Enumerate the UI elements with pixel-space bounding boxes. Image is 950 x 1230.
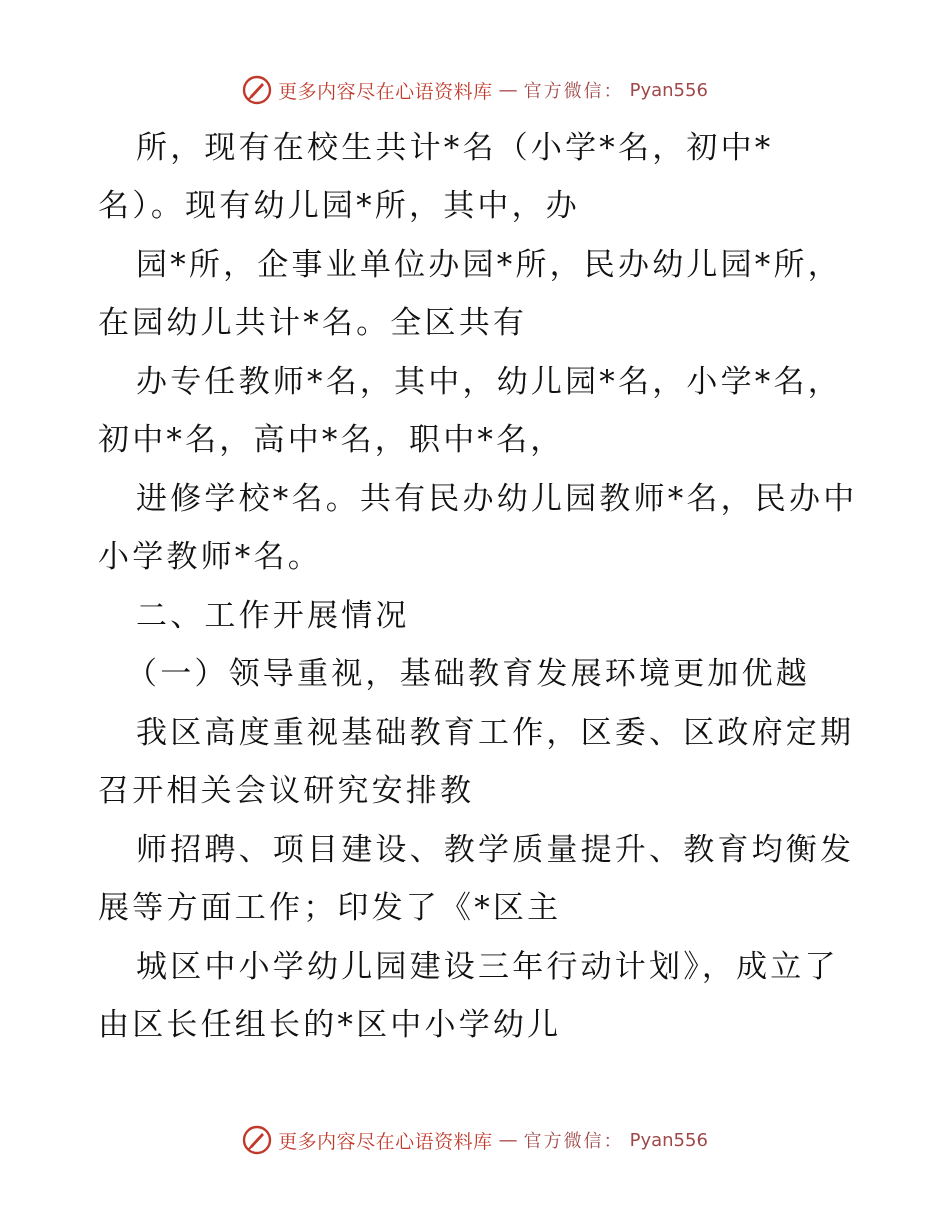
subsection-heading: （一）领导重视，基础教育发展环境更加优越 [126, 656, 810, 692]
body-line: 我区高度重视基础教育工作，区委、区政府定期 [136, 715, 855, 751]
watermark-sub-text: 官方微信： [523, 1131, 624, 1152]
watermark-account: Pyan556 [629, 79, 708, 101]
body-line: 小学教师*名。 [98, 539, 322, 575]
body-line: 在园幼儿共计*名。全区共有 [98, 305, 528, 341]
body-line: 名）。现有幼儿园*所，其中，办 [98, 188, 580, 224]
header-watermark [0, 70, 950, 110]
body-line: 进修学校*名。共有民办幼儿园教师*名，民办中 [136, 481, 858, 517]
body-line: 初中*名，高中*名，职中*名， [98, 422, 565, 458]
watermark-sub-text: 官方微信： [523, 81, 624, 102]
watermark-account: Pyan556 [629, 1129, 708, 1151]
footer-watermark [0, 1120, 950, 1160]
body-line: 由区长任组长的*区中小学幼儿 [98, 1007, 562, 1043]
watermark-main-text: 更多内容尽在心语资料库 [278, 80, 493, 103]
body-line: 师招聘、项目建设、教学质量提升、教育均衡发 [136, 832, 855, 868]
body-line: 展等方面工作；印发了《*区主 [98, 890, 562, 926]
body-line: 所，现有在校生共计*名（小学*名，初中* [136, 130, 774, 166]
watermark-main-text: 更多内容尽在心语资料库 [278, 1130, 493, 1153]
quill-seal-icon [242, 75, 272, 105]
body-line: 召开相关会议研究安排教 [98, 773, 475, 809]
section-heading: 二、工作开展情况 [136, 598, 410, 634]
body-line: 园*所，企事业单位办园*所，民办幼儿园*所， [136, 247, 842, 283]
body-line: 办专任教师*名，其中，幼儿园*名，小学*名， [136, 364, 842, 400]
quill-seal-icon [242, 1125, 272, 1155]
body-line: 城区中小学幼儿园建设三年行动计划》，成立了 [136, 949, 839, 985]
watermark-separator: — [498, 79, 518, 101]
watermark-separator: — [498, 1129, 518, 1151]
